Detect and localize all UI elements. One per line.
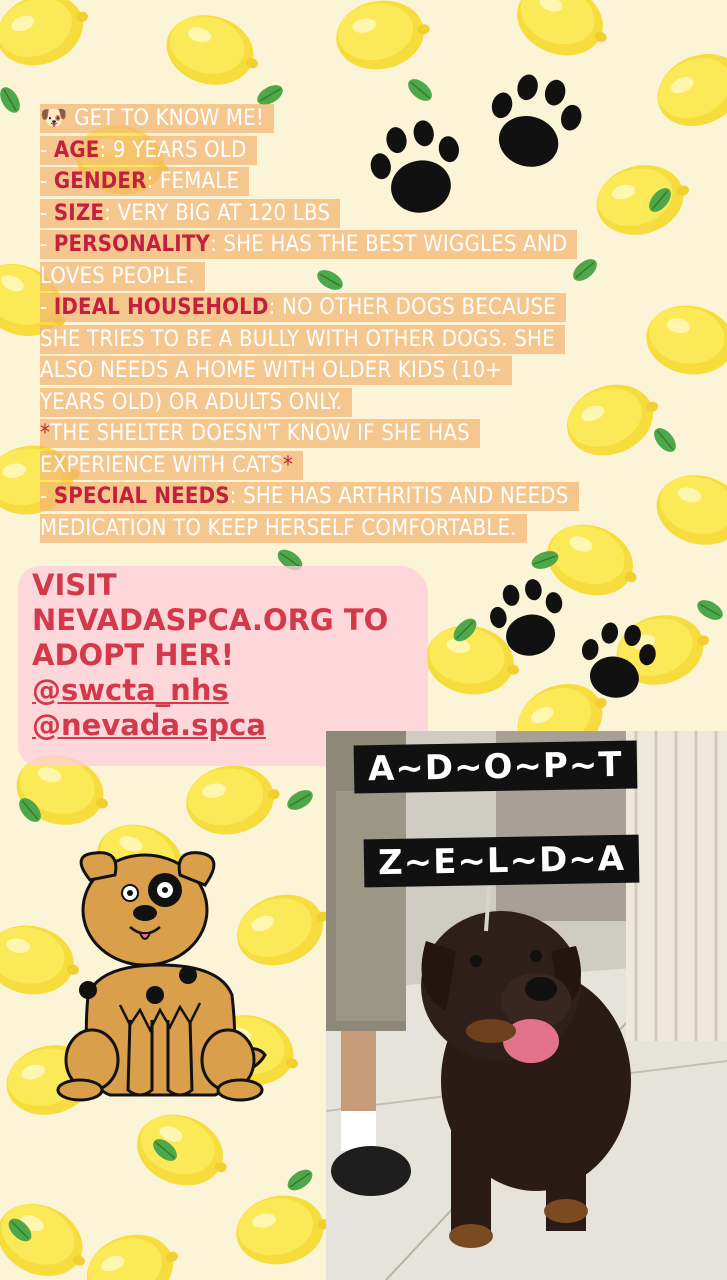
household-line: - IDEAL HOUSEHOLD: NO OTHER DOGS BECAUSE: [40, 292, 580, 324]
household-line-2: [40, 324, 580, 356]
household-value-3: ALSO NEEDS A HOME WITH OLDER KIDS (10+: [40, 358, 503, 383]
gender-line: - GENDER: FEMALE: [40, 166, 580, 198]
needs-value: : SHE HAS ARTHRITIS AND NEEDS: [229, 484, 569, 509]
household-label: IDEAL HOUSEHOLD: [53, 295, 269, 320]
personality-value-2: LOVES PEOPLE.: [40, 263, 195, 289]
personality-line-2: [40, 261, 580, 293]
needs-line: - SPECIAL NEEDS: SHE HAS ARTHRITIS AND NEEDS: [40, 481, 580, 513]
size-label: SIZE: [53, 200, 105, 226]
needs-value-2: MEDICATION TO KEEP HERSELF COMFORTABLE.: [40, 515, 517, 541]
cats-note-line: [40, 418, 580, 450]
adopt-call-to-action: [32, 568, 432, 743]
intro-line: [40, 103, 580, 135]
age-value: : 9 YEARS OLD: [99, 137, 247, 163]
handle-nevada-spca-link[interactable]: @nevada.spca: [32, 708, 266, 742]
asterisk: *: [282, 452, 294, 478]
size-line: - SIZE: VERY BIG AT 120 LBS: [40, 198, 580, 230]
cats-note-2: EXPERIENCE WITH CATS: [40, 452, 283, 478]
personality-line: - PERSONALITY: SHE HAS THE BEST WIGGLES AND: [40, 229, 580, 261]
adopt-banner: A~D~O~P~T: [354, 741, 637, 794]
name-banner: Z~E~L~D~A: [364, 835, 640, 888]
paw-print-icon: [572, 620, 662, 706]
dog-info-card: [40, 103, 580, 544]
age-label: AGE: [53, 137, 100, 163]
cta-line-3: ADOPT HER!: [32, 638, 234, 672]
household-value-4: YEARS OLD) OR ADULTS ONLY.: [40, 389, 342, 415]
rottweiler-photo-illustration: [326, 731, 727, 1280]
gender-value: : FEMALE: [146, 169, 240, 194]
gender-label: GENDER: [53, 169, 147, 194]
needs-line-2: [40, 513, 580, 545]
household-line-3: [40, 355, 580, 387]
personality-label: PERSONALITY: [53, 232, 211, 257]
paw-print-icon: [482, 578, 574, 664]
needs-label: SPECIAL NEEDS: [53, 484, 230, 509]
size-value: : VERY BIG AT 120 LBS: [104, 200, 331, 226]
age-line: - AGE: 9 YEARS OLD: [40, 135, 580, 167]
handle-swcta-link[interactable]: @swcta_nhs: [32, 673, 229, 707]
cartoon-dog-sticker: [50, 845, 275, 1110]
household-value-2: SHE TRIES TO BE A BULLY WITH OTHER DOGS. SHE: [40, 326, 555, 352]
cta-line-1: VISIT: [32, 568, 117, 602]
asterisk: *: [40, 421, 51, 446]
cats-note-line-2: [40, 450, 580, 482]
personality-value: : SHE HAS THE BEST WIGGLES AND: [210, 232, 568, 257]
intro-text: 🐶 GET TO KNOW ME!: [40, 106, 264, 131]
household-line-4: [40, 387, 580, 419]
dog-photo: [326, 731, 727, 1280]
household-value: : NO OTHER DOGS BECAUSE: [268, 295, 556, 320]
cats-note-1: THE SHELTER DOESN'T KNOW IF SHE HAS: [50, 421, 470, 446]
cta-line-2[interactable]: NEVADASPCA.ORG TO: [32, 603, 389, 637]
